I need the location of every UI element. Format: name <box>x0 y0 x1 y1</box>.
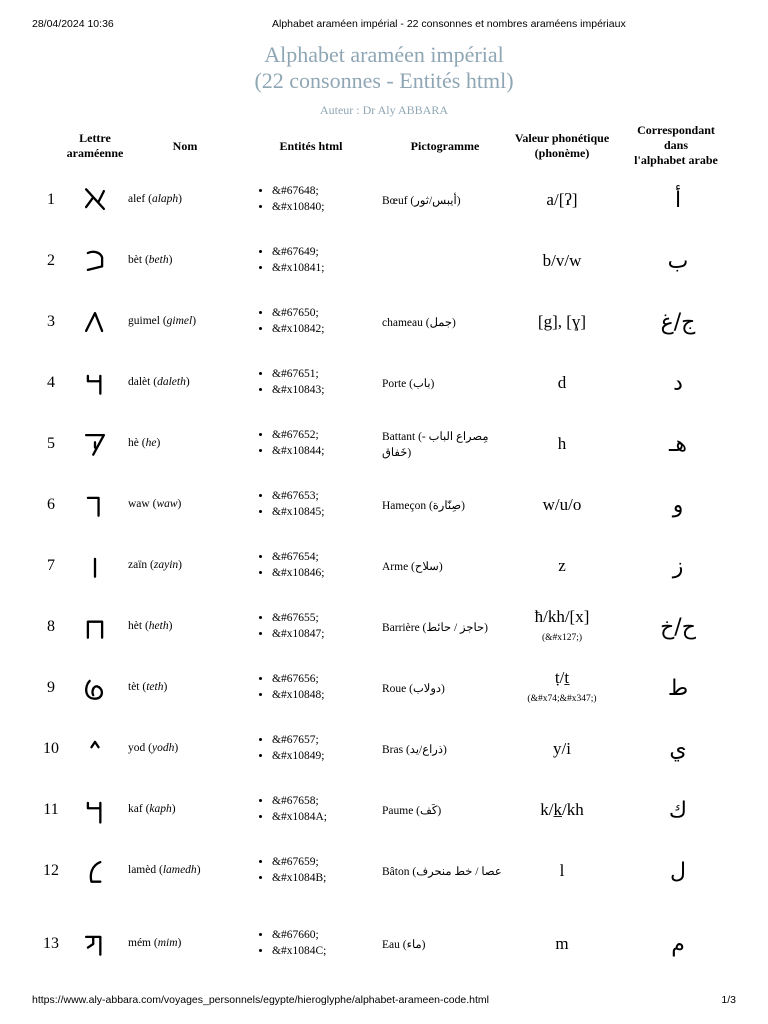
header-entities: Entités html <box>279 139 343 153</box>
html-entities <box>258 610 368 642</box>
phonetic-value <box>500 934 624 954</box>
row-number: 7 <box>47 557 55 574</box>
html-entities <box>258 732 368 764</box>
header-arabic-line-2: dans <box>663 138 689 152</box>
het-glyph <box>80 611 110 643</box>
entity-list <box>258 305 368 337</box>
alef-glyph <box>80 184 110 216</box>
bet-glyph <box>80 245 112 277</box>
alef-glyph <box>80 184 112 216</box>
table-row <box>0 420 768 470</box>
entity-hex: • &#x10846; <box>272 565 368 581</box>
yod-glyph <box>91 742 98 747</box>
entity-list <box>258 183 368 215</box>
pictogram: Bâton (عصا / خط منحرف <box>382 866 502 878</box>
entity-list <box>258 671 368 703</box>
letter-name-text: alef <box>128 193 146 205</box>
entity-hex: • &#x10842; <box>272 321 368 337</box>
waw-glyph <box>80 489 110 521</box>
arabic-letter: و <box>672 493 684 518</box>
arabic-letter: ج/غ <box>660 310 696 335</box>
html-entities <box>258 183 368 215</box>
he-glyph <box>86 435 104 455</box>
letter-transliteration: heth <box>148 620 169 632</box>
letter-transliteration: he <box>145 437 157 449</box>
letter-name: bèt (beth) <box>128 254 173 266</box>
entity-list <box>258 854 368 886</box>
letter-name: tèt (teth) <box>128 681 168 693</box>
row-number: 6 <box>47 496 55 513</box>
letter-name: guimel (gimel) <box>128 315 197 327</box>
letter-name-text: tèt <box>128 681 140 693</box>
lamed-glyph <box>80 855 110 887</box>
header-phonetic-line-2: (phonème) <box>534 146 590 160</box>
phoneme: y/i <box>553 739 571 758</box>
entity-hex: • &#x1084B; <box>272 870 368 886</box>
phoneme: a/[ʔ] <box>546 190 578 209</box>
header-arabic-line-3: l'alphabet arabe <box>634 153 718 167</box>
pictogram: Eau (ماء) <box>382 939 426 951</box>
entity-hex: • &#x10849; <box>272 748 368 764</box>
alef-glyph <box>86 189 104 209</box>
print-header <box>32 14 736 30</box>
letter-name: hèt (heth) <box>128 620 173 632</box>
row-number: 5 <box>47 435 55 452</box>
phonetic-value <box>500 434 624 454</box>
arabic-letter: ح/خ <box>660 615 696 640</box>
print-page-title: Alphabet araméen impérial - 22 consonnes et nombres araméens impériaux <box>272 18 626 30</box>
letter-transliteration: alaph <box>151 193 179 205</box>
letter-transliteration: gimel <box>166 315 193 327</box>
table-row <box>0 786 768 836</box>
phonetic-value <box>500 668 624 704</box>
dalet-glyph <box>88 376 100 394</box>
header-letter-line-1: Lettre <box>79 131 111 145</box>
letter-name-text: bèt <box>128 254 143 266</box>
entity-decimal: • &#67649; <box>272 244 368 260</box>
header-letter <box>56 131 134 161</box>
row-number: 8 <box>47 618 55 635</box>
letter-name: yod (yodh) <box>128 742 179 754</box>
row-number: 12 <box>43 862 59 879</box>
entity-list <box>258 244 368 276</box>
table-row <box>0 664 768 714</box>
html-entities <box>258 488 368 520</box>
entity-hex: • &#x1084C; <box>272 943 368 959</box>
arabic-letter: ي <box>669 737 687 762</box>
phoneme: ħ/kh/[x] <box>534 607 590 626</box>
entity-list <box>258 488 368 520</box>
phonetic-value <box>500 312 624 332</box>
row-number: 4 <box>47 374 55 391</box>
letter-name: lamèd (lamedh) <box>128 864 201 876</box>
letter-name-text: hèt <box>128 620 143 632</box>
header-phonetic-line-1: Valeur phonétique <box>514 131 610 145</box>
phonetic-value <box>500 251 624 271</box>
letter-transliteration: daleth <box>157 376 186 388</box>
entity-list <box>258 427 368 459</box>
header-arabic-line-1: Correspondant <box>637 123 715 137</box>
row-number: 13 <box>43 935 59 952</box>
letter-transliteration: mim <box>157 937 178 949</box>
dalet-glyph <box>80 367 110 399</box>
het-glyph <box>80 611 112 643</box>
letter-name: zaïn (zayin) <box>128 559 182 571</box>
entity-list <box>258 927 368 959</box>
letter-name: hè (he) <box>128 437 161 449</box>
phoneme-entity: (&#x127;) <box>541 633 583 643</box>
entity-decimal: • &#67659; <box>272 854 368 870</box>
yod-glyph <box>80 733 112 765</box>
print-url: https://www.aly-abbara.com/voyages_personnels/egypte/hieroglyphe/alphabet-arameen-code.html <box>32 994 490 1006</box>
pictogram: Hameçon (صِنّارة) <box>382 500 465 512</box>
entity-hex: • &#x10843; <box>272 382 368 398</box>
letter-transliteration: teth <box>146 681 164 693</box>
arabic-letter: أ <box>674 188 682 213</box>
entity-decimal: • &#67657; <box>272 732 368 748</box>
mem-glyph <box>80 928 112 960</box>
entity-list <box>258 732 368 764</box>
mem-glyph <box>86 937 100 955</box>
letter-transliteration: beth <box>148 254 169 266</box>
pictogram: Battant (مِصراع الباب - خَفاق) <box>382 431 489 459</box>
table-row <box>0 603 768 653</box>
entity-decimal: • &#67653; <box>272 488 368 504</box>
row-number: 9 <box>47 679 55 696</box>
phoneme: h <box>557 434 567 453</box>
zayin-glyph <box>80 550 112 582</box>
table-row <box>0 359 768 409</box>
entity-decimal: • &#67648; <box>272 183 368 199</box>
pictogram: chameau (جمل) <box>382 317 456 329</box>
header-phonetic <box>500 131 624 161</box>
entity-decimal: • &#67654; <box>272 549 368 565</box>
phoneme: d <box>557 373 567 392</box>
entity-hex: • &#x10848; <box>272 687 368 703</box>
document-title <box>0 42 768 94</box>
phonetic-value <box>500 607 624 643</box>
title-line-1: Alphabet araméen impérial <box>264 42 504 67</box>
letter-name: mém (mim) <box>128 937 182 949</box>
kaf-glyph <box>80 794 112 826</box>
arabic-letter: ط <box>667 676 689 701</box>
entity-decimal: • &#67651; <box>272 366 368 382</box>
html-entities <box>258 427 368 459</box>
letter-name-text: zaïn <box>128 559 148 571</box>
phonetic-value <box>500 495 624 515</box>
arabic-letter: د <box>673 371 683 396</box>
phonetic-value <box>500 739 624 759</box>
phoneme: [g], [ɣ] <box>537 312 587 331</box>
entity-decimal: • &#67658; <box>272 793 368 809</box>
arabic-letter: ك <box>668 798 688 823</box>
table-row <box>0 298 768 348</box>
table-row <box>0 920 768 970</box>
entity-list <box>258 793 368 825</box>
letter-name: kaf (kaph) <box>128 803 176 815</box>
lamed-glyph <box>91 862 101 882</box>
phoneme: l <box>559 861 565 880</box>
letter-name: alef (alaph) <box>128 193 182 205</box>
phonetic-value <box>500 861 624 881</box>
phoneme: ṭ/ṯ <box>554 668 570 687</box>
mem-glyph <box>80 928 110 960</box>
html-entities <box>258 366 368 398</box>
letter-transliteration: kaph <box>149 803 172 815</box>
zayin-glyph <box>80 550 110 582</box>
table-row <box>0 481 768 531</box>
phoneme: w/u/o <box>542 495 582 514</box>
letter-name-text: dalèt <box>128 376 151 388</box>
entity-hex: • &#x10845; <box>272 504 368 520</box>
waw-glyph <box>80 489 112 521</box>
phonetic-value <box>500 800 624 820</box>
entity-decimal: • &#67650; <box>272 305 368 321</box>
table-row <box>0 725 768 775</box>
print-footer <box>32 994 736 1010</box>
letter-name-text: mém <box>128 937 151 949</box>
yod-glyph <box>80 733 110 765</box>
letter-name-text: lamèd <box>128 864 157 876</box>
letter-name-text: kaf <box>128 803 143 815</box>
entity-list <box>258 366 368 398</box>
letter-name-text: waw <box>128 498 150 510</box>
pictogram: Paume (كَف) <box>382 805 442 817</box>
title-line-2: (22 consonnes - Entités html) <box>254 68 514 93</box>
arabic-letter: ب <box>667 249 689 274</box>
entity-hex: • &#x10840; <box>272 199 368 215</box>
html-entities <box>258 549 368 581</box>
html-entities <box>258 854 368 886</box>
pictogram: Roue (دولاب) <box>382 683 445 695</box>
pictogram: Bras (ذراع/يد) <box>382 744 447 756</box>
table-row <box>0 847 768 897</box>
table-row <box>0 237 768 287</box>
entity-hex: • &#x1084A; <box>272 809 368 825</box>
phoneme: z <box>558 556 566 575</box>
phoneme: m <box>555 934 569 953</box>
het-glyph <box>88 622 102 638</box>
arabic-letter: م <box>671 932 685 957</box>
gimel-glyph <box>86 313 102 331</box>
letter-transliteration: waw <box>156 498 178 510</box>
entity-hex: • &#x10844; <box>272 443 368 459</box>
tet-glyph <box>80 672 110 704</box>
gimel-glyph <box>80 306 110 338</box>
letter-transliteration: zayin <box>153 559 179 571</box>
pictogram: Arme (سلاح) <box>382 561 443 573</box>
he-glyph <box>80 428 112 460</box>
html-entities <box>258 244 368 276</box>
header-letter-line-2: araméenne <box>66 146 124 160</box>
phoneme: b/v/w <box>542 251 582 270</box>
entity-decimal: • &#67656; <box>272 671 368 687</box>
bet-glyph <box>88 252 102 270</box>
header-name: Nom <box>172 139 198 153</box>
letter-transliteration: lamedh <box>162 864 197 876</box>
entity-hex: • &#x10847; <box>272 626 368 642</box>
phoneme-entity: (&#x74;&#x347;) <box>527 694 597 704</box>
arabic-letter: ز <box>672 554 684 579</box>
row-number: 3 <box>47 313 55 330</box>
html-entities <box>258 305 368 337</box>
arabic-letter: ل <box>670 859 686 884</box>
tet-glyph <box>86 681 102 699</box>
phonetic-value <box>500 556 624 576</box>
entity-hex: • &#x10841; <box>272 260 368 276</box>
letter-name-text: hè <box>128 437 139 449</box>
html-entities <box>258 927 368 959</box>
bet-glyph <box>80 245 110 277</box>
header-pictogram: Pictogramme <box>410 139 480 153</box>
he-glyph <box>80 428 110 460</box>
entity-decimal: • &#67660; <box>272 927 368 943</box>
document-author: Auteur : Dr Aly ABBARA <box>319 103 448 117</box>
table-row <box>0 176 768 226</box>
row-number: 1 <box>47 191 55 208</box>
row-number: 10 <box>43 740 59 757</box>
html-entities <box>258 671 368 703</box>
row-number: 2 <box>47 252 55 269</box>
header-arabic <box>620 123 732 168</box>
kaf-glyph <box>80 794 110 826</box>
letter-name-text: guimel <box>128 315 160 327</box>
pictogram: Barrière (حاجز / حائط) <box>382 622 488 634</box>
html-entities <box>258 793 368 825</box>
entity-decimal: • &#67655; <box>272 610 368 626</box>
waw-glyph <box>88 498 99 516</box>
pictogram: Porte (باب) <box>382 378 435 390</box>
lamed-glyph <box>80 855 112 887</box>
phoneme: k/k̲/kh <box>540 800 584 819</box>
tet-glyph <box>80 672 112 704</box>
phonetic-value <box>500 373 624 393</box>
kaf-glyph <box>88 803 100 823</box>
phonetic-value <box>500 190 624 210</box>
letter-name: dalèt (daleth) <box>128 376 190 388</box>
letter-name-text: yod <box>128 742 146 754</box>
gimel-glyph <box>80 306 112 338</box>
row-number: 11 <box>43 801 59 818</box>
letter-transliteration: yodh <box>151 742 175 754</box>
entity-list <box>258 610 368 642</box>
letter-name: waw (waw) <box>128 498 182 510</box>
entity-decimal: • &#67652; <box>272 427 368 443</box>
table-row <box>0 542 768 592</box>
arabic-letter: هـ <box>668 432 688 457</box>
dalet-glyph <box>80 367 112 399</box>
pictogram: Bœuf (أيبس/ثور) <box>382 195 461 207</box>
entity-list <box>258 549 368 581</box>
print-date: 28/04/2024 10:36 <box>32 18 114 30</box>
print-page-number: 1/3 <box>721 994 736 1006</box>
